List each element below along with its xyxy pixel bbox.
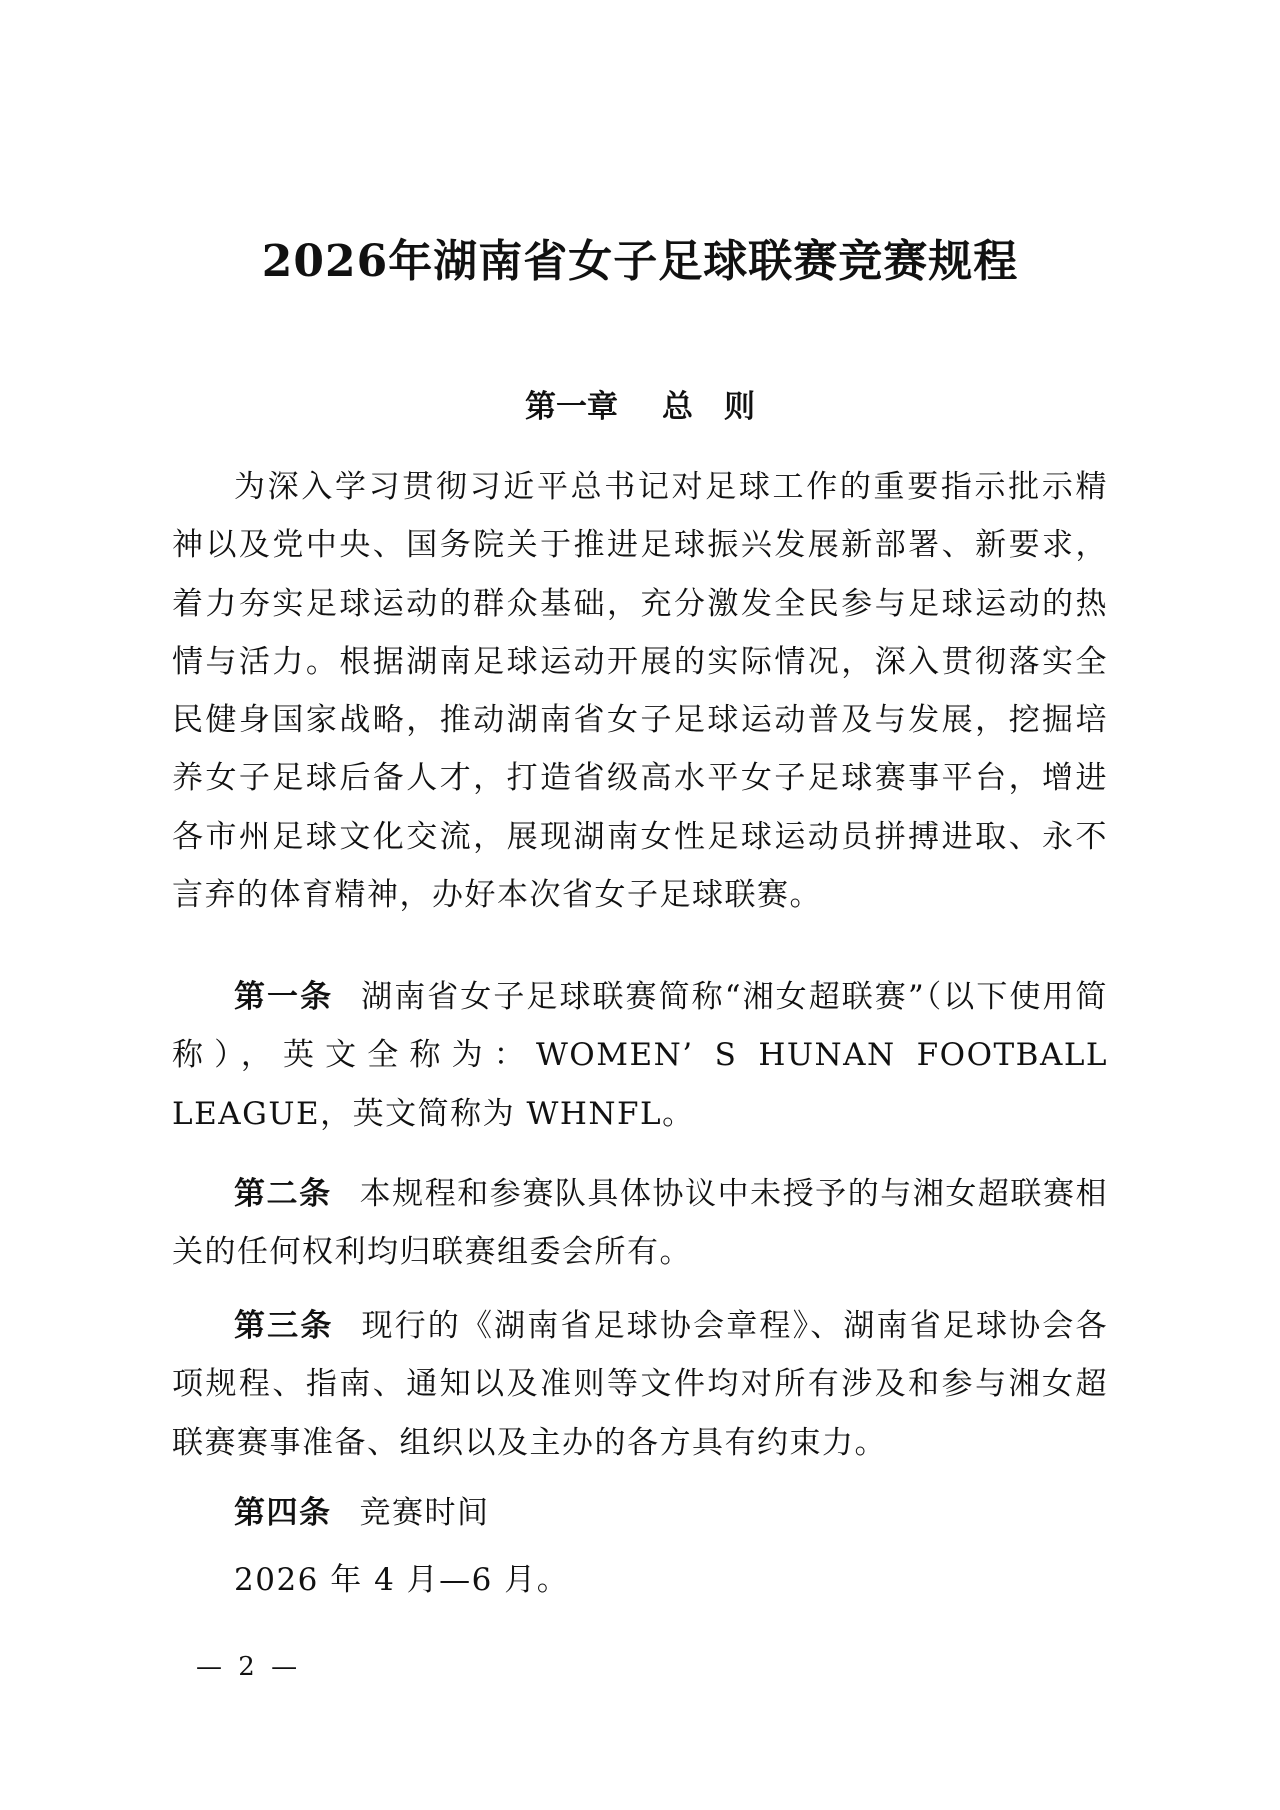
chapter-number: 第一章 [525,389,618,425]
article-4-label: 第四条 [234,1495,332,1531]
intro-paragraph: 为深入学习贯彻习近平总书记对足球工作的重要指示批示精神以及党中央、国务院关于推进足球振兴发展新部署、新要求，着力夯实足球运动的群众基础，充分激发全民参与足球运动的热情与活力。根据湖南足球运动开展的实际情况，深入贯彻落实全民健身国家战略，推动湖南省女子足球运动普及与发展，挖掘培养女子足球后备人才，打造省级高水平女子足球赛事平台，增进各市州足球文化交流，展现湖南女性足球运动员拼搏进取、永不言弃的体育精神，办好本次省女子足球联赛。 [172,469,1108,914]
article-2-label: 第二条 [234,1176,332,1212]
page-number: — 2 — [196,1652,302,1682]
article-1 [172,968,1108,1143]
competition-period: 2026 年 4 月—6 月。 [234,1562,570,1598]
document-title: 2026年湖南省女子足球联赛竞赛规程 [261,236,1019,287]
chapter-name: 总 则 [662,389,755,425]
article-2-text: 本规程和参赛队具体协议中未授予的与湘女超联赛相关的任何权利均归联赛组委会所有。 [172,1176,1109,1271]
article-3-text: 现行的《湖南省足球协会章程》、湖南省足球协会各项规程、指南、通知以及准则等文件均对所有涉及和参与湘女超联赛赛事准备、组织以及主办的各方具有约束力。 [172,1308,1109,1461]
article-1-label: 第一条 [234,979,334,1015]
article-4-text: 竞赛时间 [359,1495,490,1531]
article-3 [172,1297,1108,1472]
article-4 [172,1484,1108,1542]
article-2 [172,1165,1108,1282]
article-3-label: 第三条 [234,1308,334,1344]
chapter-heading [150,384,1130,430]
article-1-text: 湖南省女子足球联赛简称“湘女超联赛”（以下使用简称），英文全称为：WOMEN’ S HUNAN FOOTBALL LEAGUE，英文简称为 WHNFL。 [172,979,1108,1132]
